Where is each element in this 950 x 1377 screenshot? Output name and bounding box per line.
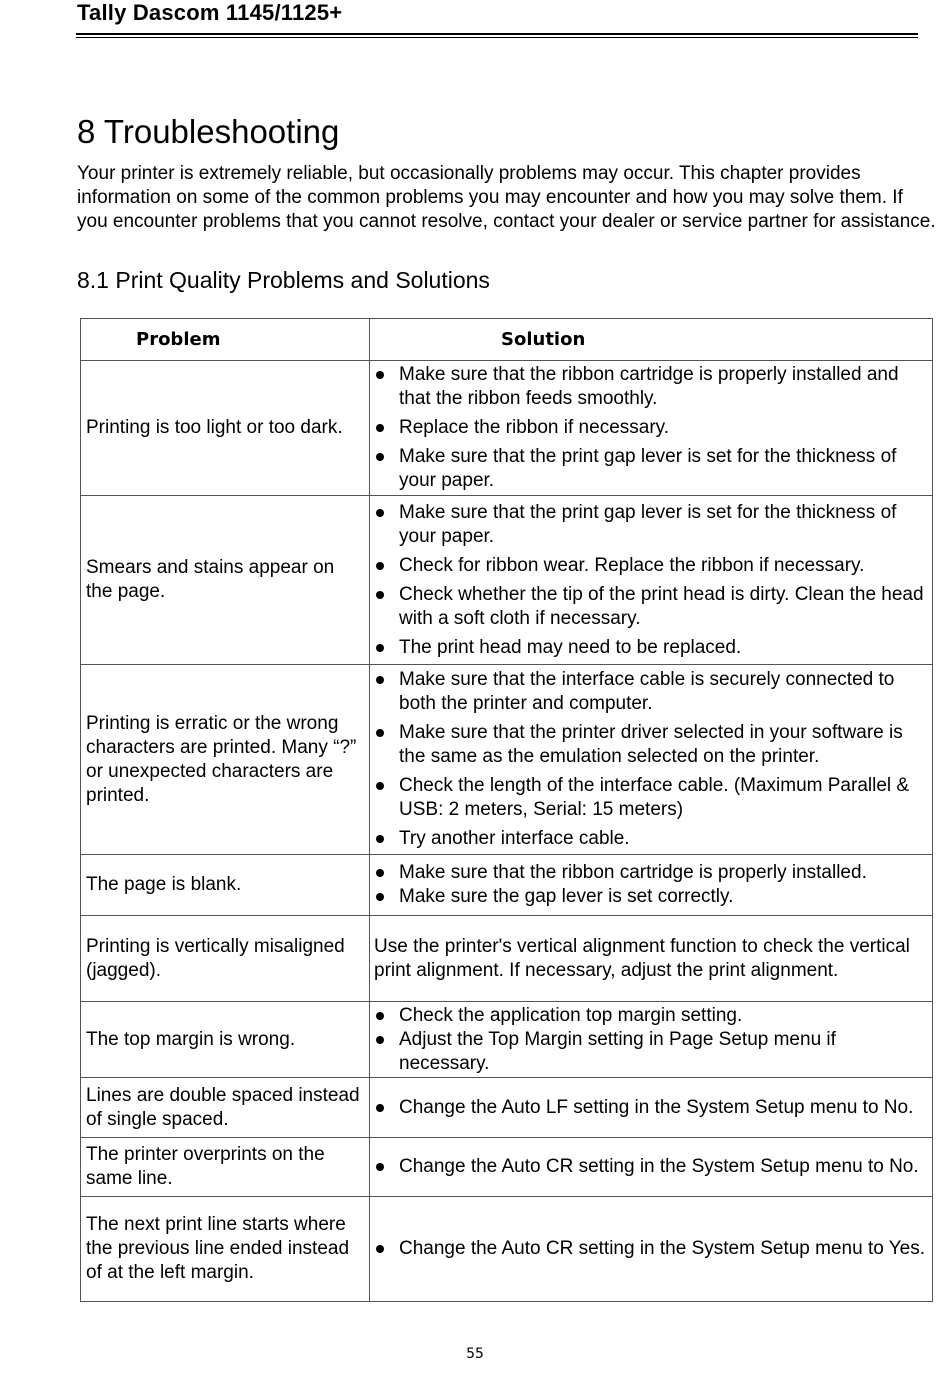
page-number: 55 [466,1346,484,1362]
solution-item: Change the Auto CR setting in the System Setup menu to Yes. [374,1237,926,1261]
chapter-title: 8 Troubleshooting [77,113,340,150]
solution-cell [370,1002,933,1078]
problem-cell: The page is blank. [81,855,370,916]
chapter-intro: Your printer is extremely reliable, but occasionally problems may occur. This chapter provides information on some of the common problems you may encounter and how you may solve them. If you encounter problems that you cannot resolve, contact your dealer or service partner for assistance. [77,163,936,232]
solution-cell [370,855,933,916]
problem-column-header: Problem [81,319,370,361]
solution-item: Make sure that the print gap lever is set for the thickness of your paper. [374,445,926,493]
troubleshooting-table [80,318,933,1302]
solution-item: Check for ribbon wear. Replace the ribbon if necessary. [374,554,926,578]
solution-cell [370,1197,933,1302]
table-row [81,1197,933,1302]
section-title: 8.1 Print Quality Problems and Solutions [77,267,490,293]
solution-item: Adjust the Top Margin setting in Page Setup menu if necessary. [374,1028,926,1076]
header-rule-thin [76,37,918,38]
solution-item: The print head may need to be replaced. [374,636,926,660]
solution-item: Make sure that the print gap lever is set for the thickness of your paper. [374,501,926,549]
table-row [81,496,933,665]
solution-cell [370,1138,933,1197]
solution-item: Try another interface cable. [374,827,926,851]
solution-item: Change the Auto CR setting in the System Setup menu to No. [374,1155,926,1179]
table-row [81,665,933,855]
solution-text: Use the printer's vertical alignment function to check the vertical print alignment. If necessary, adjust the print alignment. [374,935,910,981]
problem-cell: The printer overprints on the same line. [81,1138,370,1197]
table-row [81,916,933,1002]
table-row [81,855,933,916]
table-row [81,1078,933,1138]
header-title: Tally Dascom 1145/1125+ [77,0,343,25]
solution-cell [370,361,933,496]
solution-item: Make sure that the printer driver selected in your software is the same as the emulation selected on the printer. [374,721,926,769]
solution-item: Check the application top margin setting. [374,1004,926,1028]
solution-item: Make sure that the ribbon cartridge is properly installed and that the ribbon feeds smoothly. [374,363,926,411]
solution-cell [370,496,933,665]
solution-item: Check the length of the interface cable. (Maximum Parallel & USB: 2 meters, Serial: 15 meters) [374,774,926,822]
problem-cell: The next print line starts where the previous line ended instead of at the left margin. [81,1197,370,1302]
solution-item: Make sure that the ribbon cartridge is properly installed. [374,861,926,885]
table-header-row [81,319,933,361]
solution-cell [370,1078,933,1138]
problem-cell: Smears and stains appear on the page. [81,496,370,665]
header-rule [76,33,918,35]
solution-cell [370,916,933,1002]
table-row [81,1002,933,1078]
problem-cell: Printing is too light or too dark. [81,361,370,496]
solution-cell [370,665,933,855]
solution-item: Change the Auto LF setting in the System Setup menu to No. [374,1096,926,1120]
problem-cell: The top margin is wrong. [81,1002,370,1078]
solution-item: Make sure that the interface cable is securely connected to both the printer and computer. [374,668,926,716]
solution-column-header: Solution [370,319,933,361]
table-row [81,1138,933,1197]
problem-cell: Lines are double spaced instead of single spaced. [81,1078,370,1138]
problem-cell: Printing is vertically misaligned (jagged). [81,916,370,1002]
problem-cell: Printing is erratic or the wrong characters are printed. Many “?” or unexpected characters are printed. [81,665,370,855]
solution-item: Replace the ribbon if necessary. [374,416,926,440]
solution-item: Make sure the gap lever is set correctly. [374,885,926,909]
table-row [81,361,933,496]
solution-item: Check whether the tip of the print head is dirty. Clean the head with a soft cloth if necessary. [374,583,926,631]
